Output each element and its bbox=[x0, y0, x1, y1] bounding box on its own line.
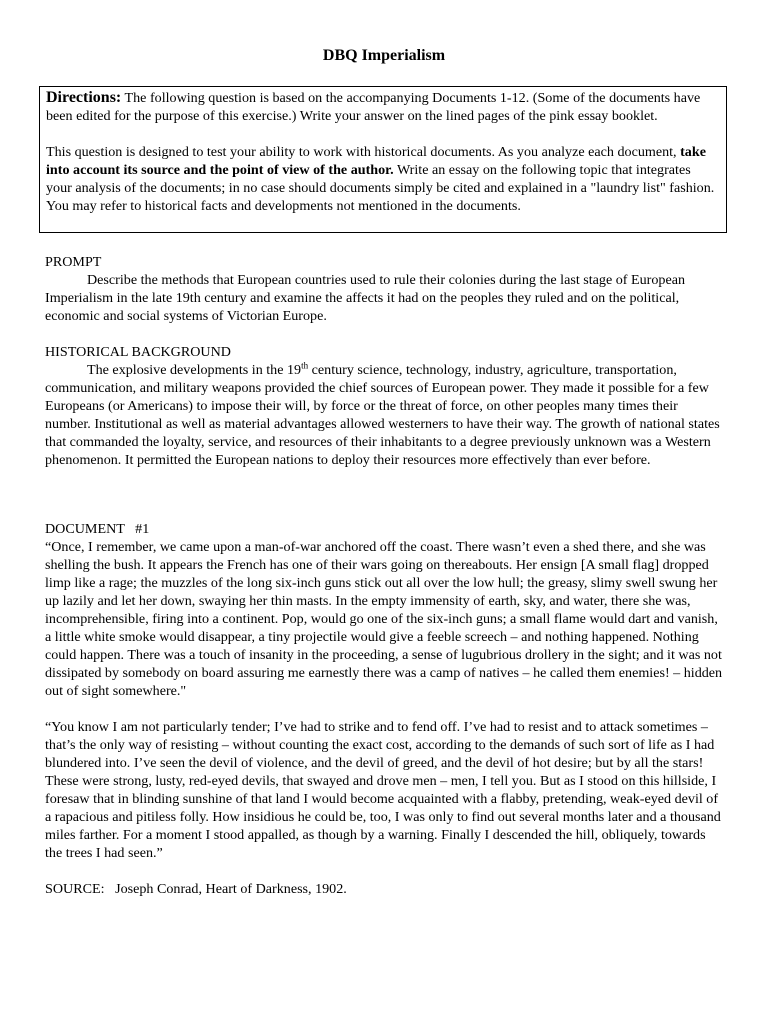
prompt-text: Describe the methods that European countries used to rule their colonies during the last stage of European Imperialism in the late 19th century and examine the affects it had on the peoples they ruled and on the political, economic and social systems of Victorian Europe. bbox=[45, 272, 686, 324]
background-text-end: century science, technology, industry, agriculture, transportation, communication, and military weapons provided the chief sources of European power. They made it possible for a few Europeans (or Americans) to impose their will, by force or the threat of force, on other peoples many times their number. Institutional as well as material advantages allowed westerners to have their way. The growth of national states that commanded the loyalty, service, and resources of their inhabitants to a degree previously unknown was a Western phenomenon. It permitted the European nations to deploy their resources more effectively than ever before. bbox=[45, 362, 720, 468]
prompt-section bbox=[45, 253, 725, 325]
document-1-paragraph-1: “Once, I remember, we came upon a man-of-war anchored off the coast. There wasn’t even a shed there, and she was shelling the bush. It appears the French has one of their wars going on thereabouts. Her ensign [A small flag] dropped limp like a rage; the muzzles of the long six-inch guns stick out all over the low hull; the greasy, slimy swell swung her up lazily and let her down, swaying her thin masts. In the empty immensity of earth, sky, and water, there she was, incomprehensible, firing into a continent. Pop, would go one of the six-inch guns; a small flame would dart and vanish, a little white smoke would disappear, a tiny projectile would give a feeble screech – and nothing happened. Nothing could happen. There was a touch of insanity in the proceeding, a sense of lugubrious drollery in the sight; and it was not dissipated by somebody on board assuring me earnestly there was a camp of natives – he called them enemies! – hidden out of sight somewhere." bbox=[45, 539, 723, 699]
directions-text-2-end: Write an essay on the following topic that integrates your analysis of the documents; in no case should documents simply be cited and explained in a "laundry list" fashion. You may refer to historical facts and developments not mentioned in the documents. bbox=[46, 162, 715, 214]
background-superscript: th bbox=[301, 360, 309, 371]
directions-paragraph-2 bbox=[46, 143, 720, 215]
document-1-heading: DOCUMENT #1 bbox=[45, 521, 150, 537]
directions-text-2-bold: take into account its source and the point of view of the author. bbox=[46, 144, 706, 178]
directions-box bbox=[39, 86, 727, 233]
document-1-source: SOURCE: Joseph Conrad, Heart of Darkness, 1902. bbox=[45, 881, 347, 897]
directions-label: Directions: bbox=[46, 89, 122, 106]
directions-text-2-start: This question is designed to test your ability to work with historical documents. As you analyze each document, bbox=[46, 144, 681, 160]
background-heading: HISTORICAL BACKGROUND bbox=[45, 344, 231, 360]
background-text bbox=[45, 361, 725, 469]
prompt-heading: PROMPT bbox=[45, 254, 102, 270]
document-1-section bbox=[45, 520, 725, 898]
document-1-paragraph-2: “You know I am not particularly tender; I’ve had to strike and to fend off. I’ve had to resist and to attack sometimes – that’s the only way of resisting – without counting the exact cost, according to the demands of such sort of life as I had blundered into. I’ve seen the devil of violence, and the devil of greed, and the devil of hot desire; but by all the stars! These were strong, lusty, red-eyed devils, that swayed and drove men – men, I tell you. But as I stood on this hillside, I foresaw that in blinding sunshine of that land I would become acquainted with a flabby, pretending, weak-eyed devil of a rapacious and pitiless folly. How insidious he could be, too, I was only to find out several months later and a thousand miles farther. For a moment I stood appalled, as though by a warning. Finally I descended the hill, obliquely, towards the trees I had seen.” bbox=[45, 719, 721, 861]
background-text-start: The explosive developments in the 19 bbox=[87, 362, 302, 378]
background-section bbox=[45, 343, 725, 469]
directions-text-1: The following question is based on the accompanying Documents 1-12. (Some of the documents have been edited for the purpose of this exercise.) Write your answer on the lined pages of the pink essay booklet. bbox=[46, 90, 701, 124]
page-title: DBQ Imperialism bbox=[322, 47, 446, 64]
directions-paragraph-1 bbox=[46, 89, 720, 125]
